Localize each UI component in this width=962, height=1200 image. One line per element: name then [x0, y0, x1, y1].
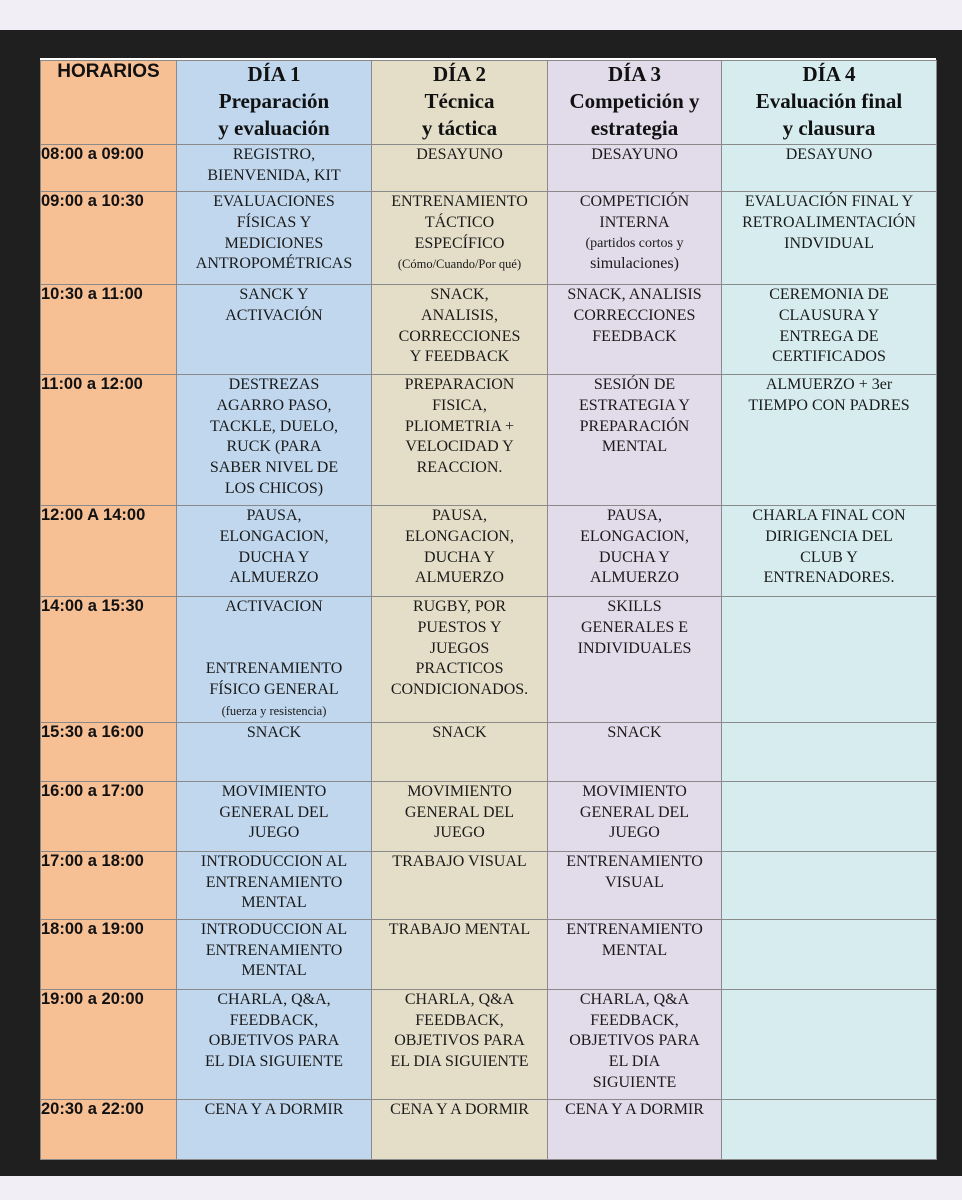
- activity-line: SNACK, ANALISIS: [567, 286, 702, 303]
- activity-cell-day-3: [548, 192, 722, 285]
- activity-line: ENTRENADORES.: [763, 569, 895, 587]
- day-2-subtitle-2: y táctica: [421, 116, 498, 140]
- table-row: [41, 375, 937, 506]
- activity-cell-day-3: [548, 1099, 722, 1159]
- activity-line: (partidos cortos y: [585, 235, 684, 251]
- activity-line: INTRODUCCION AL: [200, 920, 348, 938]
- activity-cell-day-1: [177, 375, 372, 506]
- activity-line: INDIVIDUALES: [577, 639, 692, 657]
- activity-cell-day-3: [548, 781, 722, 851]
- activity-line: DUCHA Y: [424, 548, 495, 566]
- activity-line: ACTIVACIÓN: [225, 306, 323, 324]
- activity-cell-day-1: [177, 781, 372, 851]
- activity-line: CHARLA, Q&A,: [217, 990, 331, 1008]
- activity-line: ELONGACION,: [405, 527, 514, 545]
- activity-line: GENERAL DEL: [219, 803, 329, 821]
- time-slot: 17:00 a 18:00: [41, 851, 177, 919]
- activity-line: EL DIA: [608, 1053, 661, 1071]
- activity-line: PREPARACIÓN: [579, 417, 690, 435]
- activity-line: [177, 618, 371, 639]
- activity-line: TACKLE, DUELO,: [209, 417, 339, 435]
- activity-cell-day-3: [548, 722, 722, 781]
- activity-line: FEEDBACK,: [229, 1011, 319, 1029]
- activity-line: CONDICIONADOS.: [390, 681, 529, 699]
- activity-cell-day-2: [372, 919, 548, 989]
- activity-line: ELONGACION,: [580, 527, 689, 545]
- activity-line: SNACK: [246, 723, 302, 741]
- activity-cell-day-2: [372, 192, 548, 285]
- activity-line: SNACK,: [430, 286, 489, 303]
- activity-cell-day-1: [177, 989, 372, 1099]
- activity-cell-day-3: [548, 989, 722, 1099]
- activity-cell-day-1: [177, 285, 372, 375]
- activity-line: [177, 639, 371, 660]
- activity-line: Y FEEDBACK: [409, 348, 510, 366]
- activity-line: TÁCTICO: [424, 213, 495, 231]
- activity-line: TIEMPO CON PADRES: [748, 396, 910, 414]
- activity-line: TRABAJO VISUAL: [392, 852, 527, 870]
- activity-line: EL DIA SIGUIENTE: [204, 1053, 344, 1071]
- activity-line: INTRODUCCION AL: [200, 852, 348, 870]
- activity-cell-day-4: [722, 285, 937, 375]
- activity-cell-day-1: [177, 722, 372, 781]
- activity-cell-day-2: [372, 989, 548, 1099]
- activity-line: (Cómo/Cuando/Por qué): [397, 257, 522, 272]
- time-slot: 14:00 a 15:30: [41, 597, 177, 723]
- time-slot: 16:00 a 17:00: [41, 781, 177, 851]
- activity-line: ALMUERZO: [590, 569, 679, 587]
- activity-line: CENA Y A DORMIR: [390, 1100, 529, 1118]
- activity-line: RUGBY, POR: [412, 598, 507, 615]
- activity-cell-day-2: [372, 597, 548, 723]
- activity-cell-day-1: [177, 919, 372, 989]
- activity-line: FISICA,: [432, 396, 487, 414]
- time-slot: 15:30 a 16:00: [41, 722, 177, 781]
- activity-cell-day-3: [548, 506, 722, 597]
- activity-line: MOVIMIENTO: [407, 782, 512, 800]
- activity-cell-day-2: [372, 375, 548, 506]
- activity-line: simulaciones): [590, 255, 679, 273]
- activity-cell-day-1: [177, 145, 372, 192]
- activity-line: FEEDBACK,: [590, 1011, 679, 1029]
- activity-cell-day-4: [722, 375, 937, 506]
- activity-line: CHARLA FINAL CON: [752, 507, 906, 524]
- activity-line: PAUSA,: [432, 507, 487, 524]
- activity-cell-day-1: [177, 1099, 372, 1159]
- activity-line: MENTAL: [601, 438, 668, 456]
- table-row: [41, 192, 937, 285]
- activity-line: PLIOMETRIA +: [404, 417, 515, 435]
- day-1-subtitle-2: y evaluación: [218, 116, 330, 140]
- activity-line: OBJETIVOS PARA: [569, 1032, 700, 1050]
- activity-line: SANCK Y: [239, 286, 309, 303]
- activity-cell-day-3: [548, 851, 722, 919]
- activity-cell-day-2: [372, 145, 548, 192]
- activity-line: CLUB Y: [800, 548, 858, 566]
- activity-line: DUCHA Y: [599, 548, 670, 566]
- activity-line: MEDICIONES: [224, 234, 324, 252]
- activity-line: MENTAL: [241, 894, 307, 912]
- activity-cell-day-1: [177, 851, 372, 919]
- header-day-1: [177, 61, 372, 145]
- activity-line: ENTRENAMIENTO: [205, 660, 343, 678]
- activity-line: TRABAJO MENTAL: [388, 920, 531, 938]
- activity-cell-day-3: [548, 285, 722, 375]
- activity-line: PRACTICOS: [415, 660, 504, 678]
- activity-line: DIRIGENCIA DEL: [765, 527, 893, 545]
- activity-cell-day-4: [722, 722, 937, 781]
- day-4-subtitle-2: y clausura: [782, 116, 876, 140]
- bottom-strip: [0, 1176, 962, 1200]
- time-slot: 08:00 a 09:00: [41, 145, 177, 192]
- activity-line: VISUAL: [605, 873, 664, 891]
- day-3-subtitle-1: Competición y: [569, 89, 700, 113]
- activity-line: CENA Y A DORMIR: [565, 1100, 704, 1118]
- activity-line: MOVIMIENTO: [582, 782, 687, 800]
- activity-line: SIGUIENTE: [592, 1073, 677, 1091]
- table-row: [41, 851, 937, 919]
- header-horarios: HORARIOS: [41, 61, 177, 145]
- activity-cell-day-3: [548, 375, 722, 506]
- activity-line: MOVIMIENTO: [221, 782, 327, 800]
- activity-line: ACTIVACION: [225, 598, 323, 615]
- activity-line: ALMUERZO: [229, 569, 319, 587]
- day-1-title: DÍA 1: [247, 62, 301, 86]
- activity-line: GENERAL DEL: [579, 803, 690, 821]
- time-slot: 10:30 a 11:00: [41, 285, 177, 375]
- activity-line: GENERALES E: [580, 618, 689, 636]
- activity-cell-day-2: [372, 506, 548, 597]
- schedule-table: [40, 60, 937, 1160]
- schedule-body: [41, 145, 937, 1160]
- activity-line: PAUSA,: [607, 507, 662, 524]
- activity-line: EVALUACIONES: [213, 193, 335, 210]
- activity-line: ENTRENAMIENTO: [205, 873, 343, 891]
- time-slot: 19:00 a 20:00: [41, 989, 177, 1099]
- time-slot: 09:00 a 10:30: [41, 192, 177, 285]
- activity-line: COMPETICIÓN: [579, 193, 690, 210]
- activity-line: MENTAL: [241, 962, 307, 980]
- table-row: [41, 285, 937, 375]
- activity-line: ELONGACION,: [219, 527, 329, 545]
- header-day-3: [548, 61, 722, 145]
- table-row: [41, 1099, 937, 1159]
- activity-line: MENTAL: [601, 941, 668, 959]
- activity-line: ALMUERZO: [415, 569, 504, 587]
- activity-cell-day-4: [722, 781, 937, 851]
- activity-line: CHARLA, Q&A: [579, 990, 690, 1008]
- activity-line: CORRECCIONES: [573, 306, 696, 324]
- activity-line: OBJETIVOS PARA: [208, 1032, 340, 1050]
- activity-line: PUESTOS Y: [417, 618, 502, 636]
- activity-line: DESAYUNO: [416, 146, 503, 163]
- activity-line: (fuerza y resistencia): [221, 703, 327, 718]
- day-3-title: DÍA 3: [607, 62, 662, 86]
- activity-line: EVALUACIÓN FINAL Y: [744, 193, 914, 210]
- activity-line: DESAYUNO: [785, 146, 873, 163]
- activity-line: LOS CHICOS): [224, 479, 324, 497]
- activity-line: PREPARACION: [404, 376, 515, 393]
- activity-line: FÍSICAS Y: [236, 213, 312, 231]
- activity-line: ANALISIS,: [421, 306, 498, 324]
- time-slot: 11:00 a 12:00: [41, 375, 177, 506]
- day-4-subtitle-1: Evaluación final: [755, 89, 903, 113]
- activity-line: SESIÓN DE: [593, 376, 676, 393]
- activity-line: INDVIDUAL: [784, 234, 874, 252]
- activity-cell-day-2: [372, 851, 548, 919]
- activity-line: CERTIFICADOS: [772, 348, 886, 366]
- activity-cell-day-4: [722, 506, 937, 597]
- activity-line: OBJETIVOS PARA: [394, 1032, 525, 1050]
- activity-cell-day-4: [722, 597, 937, 723]
- activity-line: ALMUERZO + 3er: [765, 376, 893, 393]
- activity-line: INTERNA: [599, 213, 670, 231]
- time-slot: 18:00 a 19:00: [41, 919, 177, 989]
- table-row: [41, 145, 937, 192]
- activity-line: CHARLA, Q&A: [404, 990, 515, 1008]
- header-day-4: [722, 61, 937, 145]
- activity-line: CORRECCIONES: [398, 327, 521, 345]
- activity-line: SNACK: [432, 723, 487, 741]
- table-row: [41, 597, 937, 723]
- activity-line: ENTRENAMIENTO: [391, 193, 528, 210]
- activity-line: ENTRENAMIENTO: [566, 852, 703, 870]
- day-4-title: DÍA 4: [802, 62, 856, 86]
- activity-line: ESPECÍFICO: [414, 234, 505, 252]
- activity-line: CENA Y A DORMIR: [204, 1100, 344, 1118]
- activity-cell-day-4: [722, 192, 937, 285]
- table-row: [41, 781, 937, 851]
- activity-line: ANTROPOMÉTRICAS: [195, 255, 353, 273]
- activity-line: JUEGO: [248, 824, 300, 842]
- activity-cell-day-4: [722, 145, 937, 192]
- activity-cell-day-2: [372, 781, 548, 851]
- activity-cell-day-3: [548, 597, 722, 723]
- time-slot: 20:30 a 22:00: [41, 1099, 177, 1159]
- activity-line: SKILLS: [607, 598, 662, 615]
- activity-cell-day-4: [722, 989, 937, 1099]
- day-2-title: DÍA 2: [432, 62, 487, 86]
- activity-cell-day-1: [177, 597, 372, 723]
- activity-line: SABER NIVEL DE: [209, 459, 339, 477]
- header-day-2: [372, 61, 548, 145]
- activity-cell-day-4: [722, 851, 937, 919]
- activity-cell-day-4: [722, 1099, 937, 1159]
- activity-line: CLAUSURA Y: [778, 306, 880, 324]
- time-slot: 12:00 A 14:00: [41, 506, 177, 597]
- activity-line: ENTRENAMIENTO: [205, 941, 343, 959]
- activity-line: EL DIA SIGUIENTE: [390, 1053, 529, 1071]
- activity-cell-day-4: [722, 919, 937, 989]
- activity-cell-day-1: [177, 506, 372, 597]
- activity-line: DESAYUNO: [591, 146, 678, 163]
- activity-line: REGISTRO,: [232, 146, 316, 163]
- table-row: [41, 989, 937, 1099]
- activity-line: FEEDBACK,: [415, 1011, 504, 1029]
- activity-line: GENERAL DEL: [404, 803, 515, 821]
- activity-cell-day-3: [548, 919, 722, 989]
- activity-line: DUCHA Y: [238, 548, 310, 566]
- activity-line: FEEDBACK: [592, 327, 677, 345]
- activity-line: VELOCIDAD Y: [405, 438, 514, 456]
- activity-line: DESTREZAS: [228, 376, 320, 393]
- table-row: [41, 722, 937, 781]
- header-row: [41, 61, 937, 145]
- activity-cell-day-1: [177, 192, 372, 285]
- day-2-subtitle-1: Técnica: [424, 89, 495, 113]
- activity-line: JUEGO: [609, 824, 660, 842]
- activity-cell-day-2: [372, 285, 548, 375]
- day-1-subtitle-1: Preparación: [218, 89, 330, 113]
- activity-cell-day-2: [372, 1099, 548, 1159]
- activity-cell-day-3: [548, 145, 722, 192]
- activity-line: SNACK: [607, 723, 662, 741]
- activity-cell-day-2: [372, 722, 548, 781]
- activity-line: CEREMONIA DE: [769, 286, 889, 303]
- activity-line: REACCION.: [416, 459, 503, 477]
- activity-line: ENTRENAMIENTO: [566, 920, 703, 938]
- activity-line: RUCK (PARA: [226, 438, 322, 456]
- table-row: [41, 919, 937, 989]
- table-row: [41, 506, 937, 597]
- activity-line: FÍSICO GENERAL: [209, 681, 339, 699]
- activity-line: AGARRO PASO,: [216, 396, 332, 414]
- activity-line: JUEGOS: [429, 639, 490, 657]
- activity-line: BIENVENIDA, KIT: [207, 166, 341, 184]
- activity-line: ENTREGA DE: [779, 327, 879, 345]
- day-3-subtitle-2: estrategia: [590, 116, 679, 140]
- activity-line: RETROALIMENTACIÓN: [742, 213, 916, 231]
- activity-line: ESTRATEGIA Y: [579, 396, 690, 414]
- activity-line: JUEGO: [434, 824, 485, 842]
- activity-line: PAUSA,: [246, 507, 302, 524]
